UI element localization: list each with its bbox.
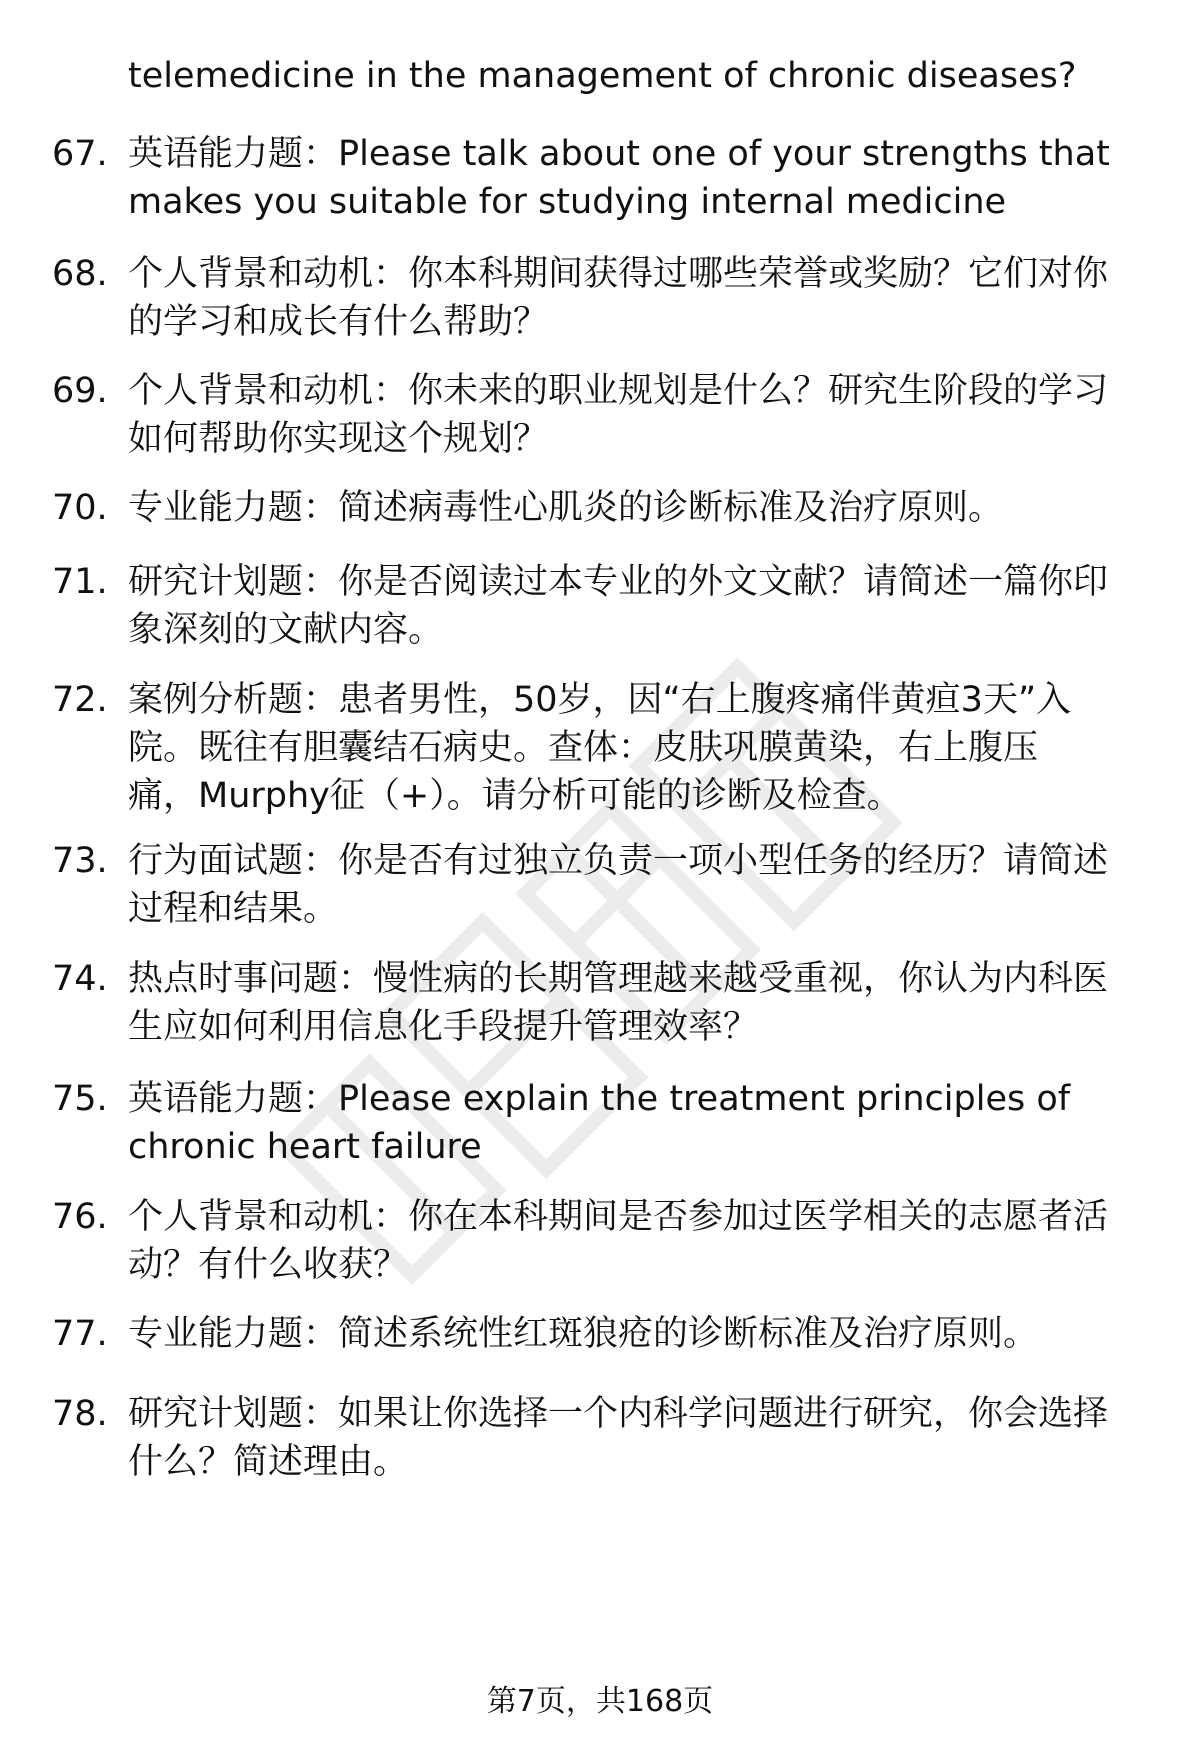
question-text-line: 院。既往有胆囊结石病史。查体：皮肤巩膜黄染，右上腹压 [128,728,1039,768]
question-text [128,1075,1138,1171]
question-text-line: chronic heart failure [128,1127,482,1167]
question-text-line: 个人背景和动机：你本科期间获得过哪些荣誉或奖励？它们对你 [128,254,1109,294]
question-text-line: 英语能力题：Please explain the treatment principles of [128,1079,1071,1119]
question-number: 68. [52,254,108,294]
question-text-line: 动？有什么收获？ [128,1245,409,1285]
question-text-line: 热点时事问题：慢性病的长期管理越来越受重视，你认为内科医 [128,959,1109,999]
continuation-text: telemedicine in the management of chronic diseases? [128,56,1077,96]
question-text-line: 什么？简述理由。 [128,1442,409,1482]
question-text [128,676,1138,820]
question-number: 72. [52,680,108,720]
question-text-line: 个人背景和动机：你未来的职业规划是什么？研究生阶段的学习 [128,371,1109,411]
question-text-line: 的学习和成长有什么帮助？ [128,302,549,342]
question-text-line: 案例分析题：患者男性，50岁，因“右上腹疼痛伴黄疸3天”入 [128,680,1072,720]
question-number: 76. [52,1197,108,1237]
question-text [128,484,1138,532]
question-text-line: 过程和结果。 [128,889,339,929]
question-text-line: 生应如何利用信息化手段提升管理效率？ [128,1007,759,1047]
question-number: 75. [52,1079,108,1119]
question-text [128,1193,1138,1289]
page-footer: 第7页，共168页 [486,1684,714,1719]
question-text-line: 英语能力题：Please talk about one of your strengths that [128,134,1110,174]
question-number: 73. [52,841,108,881]
question-text [128,1310,1138,1358]
question-number: 70. [52,488,108,528]
question-text-line: 专业能力题：简述病毒性心肌炎的诊断标准及治疗原则。 [128,488,1004,528]
question-number: 69. [52,371,108,411]
question-text [128,130,1138,226]
question-text [128,250,1138,346]
question-text-line: 研究计划题：如果让你选择一个内科学问题进行研究，你会选择 [128,1394,1109,1434]
question-text [128,558,1138,654]
question-text-line: 个人背景和动机：你在本科期间是否参加过医学相关的志愿者活 [128,1197,1109,1237]
question-number: 77. [52,1314,108,1354]
question-text-line: 如何帮助你实现这个规划？ [128,419,549,459]
question-text-line: 痛，Murphy征（+）。请分析可能的诊断及检查。 [128,776,902,816]
question-text-line: 专业能力题：简述系统性红斑狼疮的诊断标准及治疗原则。 [128,1314,1039,1354]
question-text [128,955,1138,1051]
question-number: 67. [52,134,108,174]
question-number: 78. [52,1394,108,1434]
question-number: 74. [52,959,108,999]
question-text [128,1390,1138,1486]
question-number: 71. [52,562,108,602]
question-text-line: makes you suitable for studying internal medicine [128,182,1007,222]
question-text [128,837,1138,933]
question-text-line: 行为面试题：你是否有过独立负责一项小型任务的经历？请简述 [128,841,1109,881]
question-text-line: 研究计划题：你是否阅读过本专业的外文文献？请简述一篇你印 [128,562,1109,602]
question-text [128,367,1138,463]
question-text-line: 象深刻的文献内容。 [128,610,444,650]
